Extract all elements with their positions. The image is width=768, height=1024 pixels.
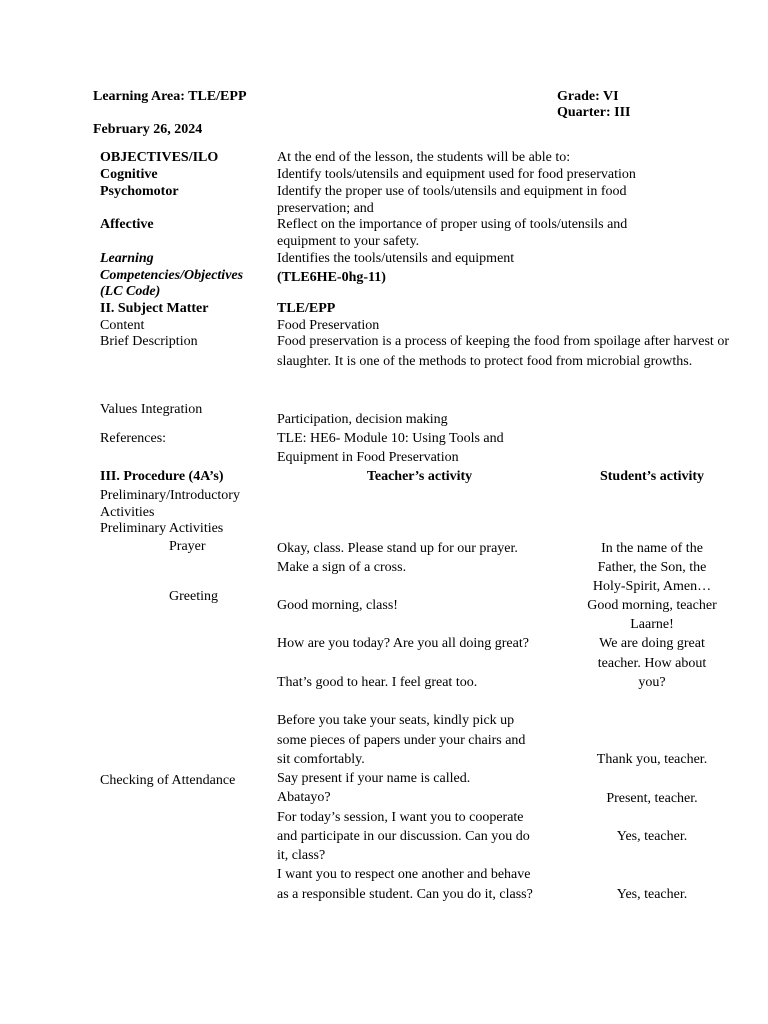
cognitive-text: Identify tools/utensils and equipment used for food preservation [277, 167, 636, 182]
teacher-line: Say present if your name is called. [277, 771, 471, 786]
student-line: Yes, teacher. [616, 829, 688, 844]
student-line: Holy-Spirit, Amen… [592, 579, 712, 594]
teacher-line: it, class? [277, 848, 326, 863]
affective-line-2: equipment to your safety. [277, 234, 420, 249]
student-activity-header: Student’s activity [599, 469, 705, 484]
psychomotor-line-2: preservation; and [277, 201, 374, 216]
values-integration-label: Values Integration [100, 402, 203, 417]
affective-label: Affective [100, 217, 154, 232]
teacher-line: as a responsible student. Can you do it, class? [277, 887, 533, 902]
cognitive-label: Cognitive [100, 167, 158, 182]
teacher-line: sit comfortably. [277, 752, 365, 767]
teacher-line: Make a sign of a cross. [277, 560, 407, 575]
lc-label-line-1: Learning [100, 251, 154, 266]
affective-line-1: Reflect on the importance of proper using of tools/utensils and [277, 217, 628, 232]
student-line: Yes, teacher. [616, 887, 688, 902]
procedure-heading: III. Procedure (4A’s) [100, 469, 224, 484]
objectives-heading: OBJECTIVES/ILO [100, 150, 219, 165]
student-line: Present, teacher. [606, 791, 698, 806]
brief-description-text: Food preservation is a process of keeping the food from spoilage after harvest or slaughter. It is one of the methods to protect food from microbial growths. [277, 334, 729, 369]
teacher-line: How are you today? Are you all doing great? [277, 636, 529, 651]
subject-matter-heading: II. Subject Matter [100, 301, 209, 316]
lc-text: Identifies the tools/utensils and equipment [277, 251, 515, 266]
teacher-line: Okay, class. Please stand up for our prayer. [277, 541, 518, 556]
student-line: Laarne! [630, 617, 674, 632]
psychomotor-label: Psychomotor [100, 184, 179, 199]
lc-code: (TLE6HE-0hg-11) [277, 270, 386, 285]
student-line: teacher. How about [597, 656, 707, 671]
student-line: In the name of the [601, 541, 703, 556]
student-line: We are doing great [599, 636, 705, 651]
teacher-line: Good morning, class! [277, 598, 398, 613]
prelim-intro-line-1: Preliminary/Introductory [100, 488, 240, 503]
teacher-line: some pieces of papers under your chairs and [277, 733, 526, 748]
content-value: Food Preservation [277, 318, 380, 333]
prelim-intro-line-2: Activities [100, 505, 155, 520]
prayer-label: Prayer [169, 539, 206, 554]
teacher-line: Before you take your seats, kindly pick up [277, 713, 515, 728]
student-line: you? [638, 675, 666, 690]
lc-label-line-3: (LC Code) [100, 284, 161, 299]
references-line-1: TLE: HE6- Module 10: Using Tools and [277, 431, 504, 446]
grade: Grade: VI [557, 89, 619, 104]
subject-matter-value: TLE/EPP [277, 301, 336, 316]
psychomotor-line-1: Identify the proper use of tools/utensils and equipment in food [277, 184, 627, 199]
teacher-line: For today’s session, I want you to cooperate [277, 810, 524, 825]
teacher-line: and participate in our discussion. Can you do [277, 829, 530, 844]
objectives-intro: At the end of the lesson, the students will be able to: [277, 150, 571, 165]
references-label: References: [100, 431, 167, 446]
greeting-label: Greeting [169, 589, 218, 604]
student-line: Thank you, teacher. [596, 752, 708, 767]
lc-label-line-2: Competencies/Objectives [100, 268, 244, 283]
references-line-2: Equipment in Food Preservation [277, 450, 459, 465]
teacher-line: That’s good to hear. I feel great too. [277, 675, 478, 690]
student-line: Good morning, teacher [587, 598, 717, 613]
learning-area: Learning Area: TLE/EPP [93, 89, 247, 104]
quarter: Quarter: III [557, 105, 631, 120]
teacher-line: Abatayo? [277, 790, 331, 805]
lesson-date: February 26, 2024 [93, 122, 203, 137]
prelim-activities: Preliminary Activities [100, 521, 224, 536]
teacher-line: I want you to respect one another and behave [277, 867, 531, 882]
content-label: Content [100, 318, 145, 333]
values-integration-value: Participation, decision making [277, 412, 448, 427]
teacher-activity-header: Teacher’s activity [366, 469, 473, 484]
brief-description-label: Brief Description [100, 334, 198, 349]
attendance-label: Checking of Attendance [100, 773, 236, 788]
student-line: Father, the Son, the [597, 560, 707, 575]
